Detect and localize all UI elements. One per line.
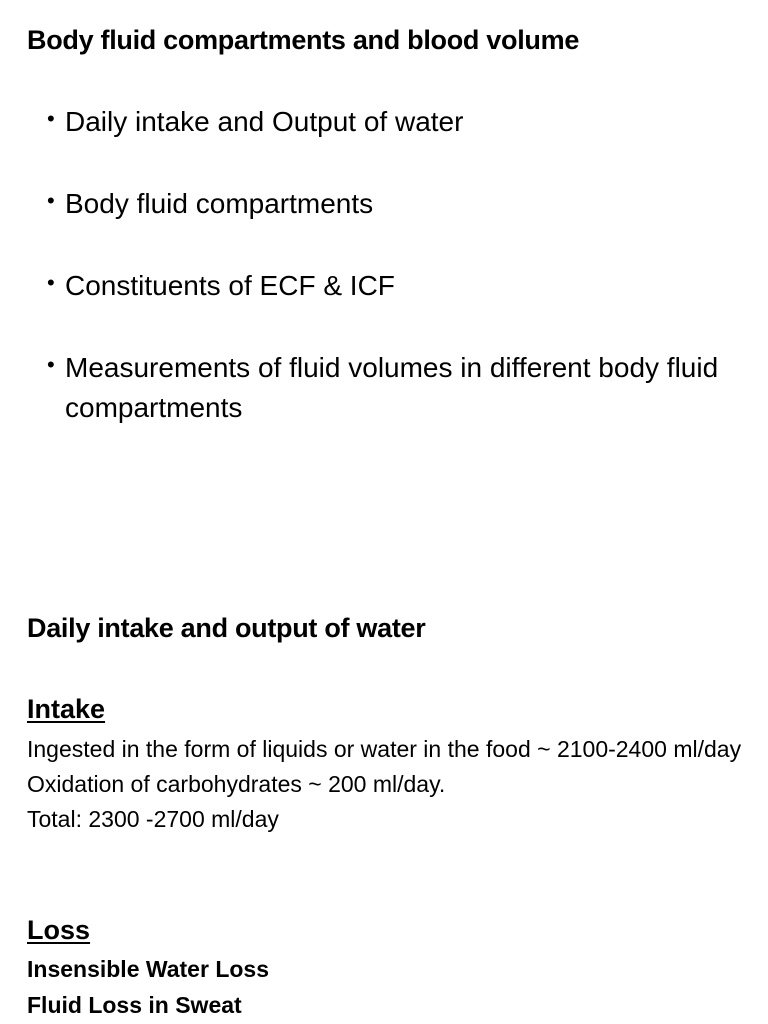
loss-heading: Loss [27,915,91,945]
loss-item: Fluid Loss in Sweat [27,992,242,1018]
bullet-dot-icon: • [47,270,55,295]
list-item [47,348,727,428]
bullet-text: Body fluid compartments [65,188,374,219]
bullet-text: Daily intake and Output of water [65,106,464,137]
section-title: Daily intake and output of water [27,613,426,643]
intake-line: Total: 2300 -2700 ml/day [27,806,279,832]
bullet-dot-icon: • [47,106,55,131]
bullet-text: Measurements of fluid volumes in different body fluid compartments [65,352,719,423]
loss-item: Insensible Water Loss [27,956,269,982]
intake-line: Oxidation of carbohydrates ~ 200 ml/day. [27,771,446,797]
list-item [47,266,727,306]
intake-line: Ingested in the form of liquids or water in the food ~ 2100-2400 ml/day [27,736,742,762]
bullet-text: Constituents of ECF & ICF [65,270,395,301]
bullet-dot-icon: • [47,352,55,377]
page-title: Body fluid compartments and blood volume [27,25,580,55]
loss-list [27,951,747,1023]
list-item [47,184,727,224]
intake-heading: Intake [27,694,106,724]
intake-details [27,732,747,837]
bullet-dot-icon: • [47,188,55,213]
list-item [47,102,727,142]
